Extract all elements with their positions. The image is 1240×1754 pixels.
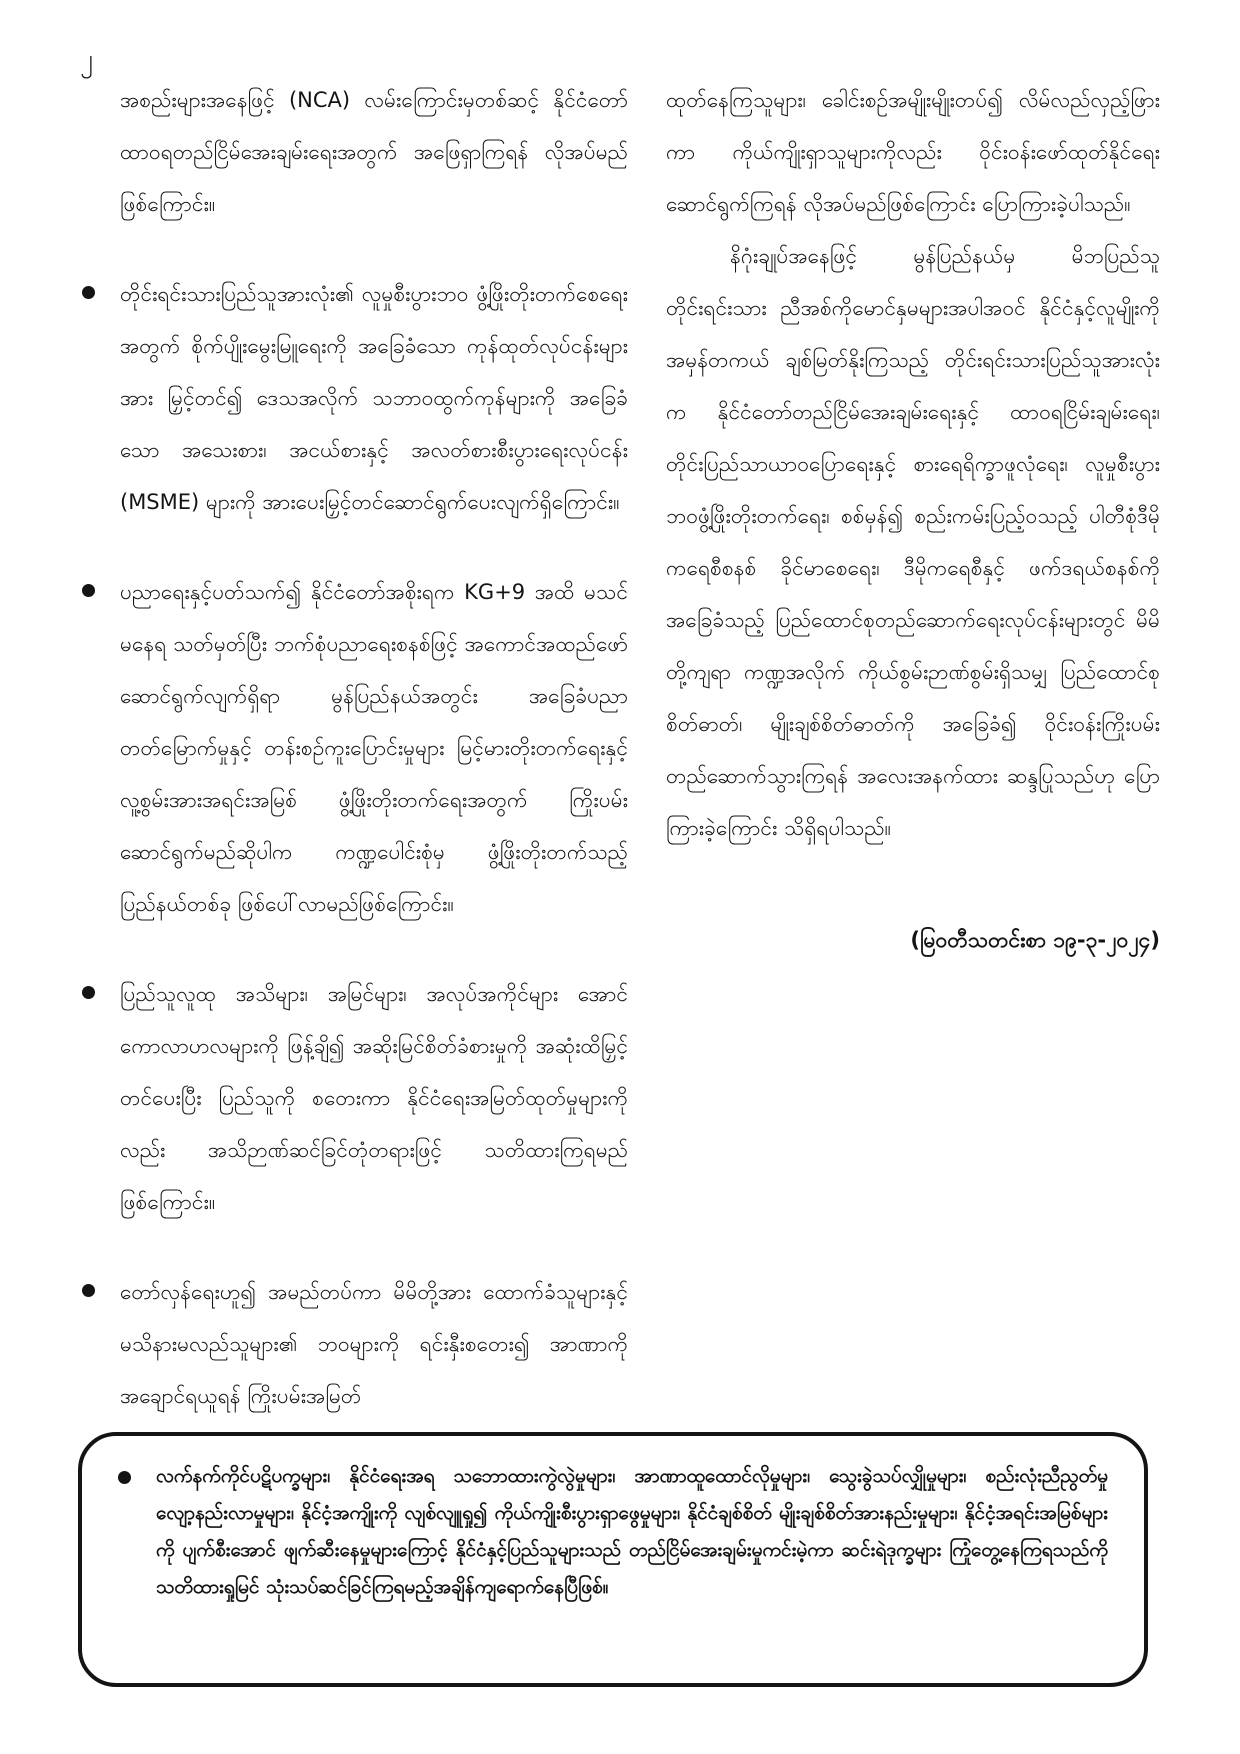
bullet-item-2 <box>80 566 628 930</box>
right-column <box>666 74 1160 966</box>
callout-item <box>118 1458 1108 1606</box>
bullet-text-2: ပညာရေးနှင့်ပတ်သက်၍ နိုင်ငံတော်အစိုးရက KG+9 အထိ မသင်မနေရ သတ်မှတ်ပြီး ဘက်စုံပညာရေးစနစ်ဖြင့် အကောင်အထည်ဖော် ဆောင်ရွက်လျက်ရှိရာ မွန်ပြည်နယ်အတွင်း အခြေခံပညာတတ်မြောက်မှုနှင့် တန်းစဉ်ကူးပြောင်းမှုများ မြင့်မားတိုးတက်ရေးနှင့် လူ့စွမ်းအားအရင်းအမြစ် ဖွံ့ဖြိုးတိုးတက်ရေးအတွက် ကြိုးပမ်းဆောင်ရွက်မည်ဆိုပါက ကဏ္ဍပေါင်းစုံမှ ဖွံ့ဖြိုးတိုးတက်သည့် ပြည်နယ်တစ်ခု ဖြစ်ပေါ်လာမည်ဖြစ်ကြောင်း။ <box>120 580 628 916</box>
right-continuation-paragraph: ထုတ်နေကြသူများ၊ ခေါင်းစဉ်အမျိုးမျိုးတပ်၍ လိမ်လည်လှည့်ဖြားကာ ကိုယ်ကျိုးရှာသူများကိုလည်း ဝိုင်းဝန်းဖော်ထုတ်နိုင်ရေး ဆောင်ရွက်ကြရန် လိုအပ်မည်ဖြစ်ကြောင်း ပြောကြားခဲ့ပါသည်။ <box>666 88 1160 216</box>
bullet-item-4 <box>80 1266 628 1422</box>
bullet-text-1: တိုင်းရင်းသားပြည်သူအားလုံး၏ လူမှုစီးပွားဘဝ ဖွံ့ဖြိုးတိုးတက်စေရေးအတွက် စိုက်ပျိုးမွေးမြူရေးကို အခြေခံသော ကုန်ထုတ်လုပ်ငန်းများအား မြှင့်တင်၍ ဒေသအလိုက် သဘာဝထွက်ကုန်များကို အခြေခံသော အသေးစား၊ အငယ်စားနှင့် အလတ်စားစီးပွားရေးလုပ်ငန်း (MSME) များကို အားပေးမြှင့်တင်ဆောင်ရွက်ပေးလျက်ရှိကြောင်း။ <box>120 282 628 514</box>
bullet-item-1 <box>80 268 628 528</box>
callout-box <box>78 1432 1148 1687</box>
callout-text: လက်နက်ကိုင်ပဋိပက္ခများ၊ နိုင်ငံရေးအရ သဘောထားကွဲလွဲမှုများ၊ အာဏာထူထောင်လိုမှုများ၊ သွေးခွဲသပ်လျှိုမှုများ၊ စည်းလုံးညီညွတ်မှုလျော့နည်းလာမှုများ၊ နိုင်ငံ့အကျိုးကို လျစ်လျူရှု၍ ကိုယ်ကျိုးစီးပွားရှာဖွေမှုများ၊ နိုင်ငံချစ်စိတ် မျိုးချစ်စိတ်အားနည်းမှုများ၊ နိုင်ငံ့အရင်းအမြစ်များကို ပျက်စီးအောင် ဖျက်ဆီးနေမှုများကြောင့် နိုင်ငံနှင့်ပြည်သူများသည် တည်ငြိမ်အေးချမ်းမှုကင်းမဲ့ကာ ဆင်းရဲဒုက္ခများ ကြုံတွေ့နေကြရသည်ကို သတိထားရှုမြင် သုံးသပ်ဆင်ခြင်ကြရမည့်အချိန်ကျရောက်နေပြီဖြစ်။ <box>156 1465 1108 1598</box>
conclusion-paragraph: နိဂုံးချုပ်အနေဖြင့် မွန်ပြည်နယ်မှ မိဘပြည်သူတိုင်းရင်းသား ညီအစ်ကိုမောင်နှမများအပါအဝင် နိုင်ငံနှင့်လူမျိုးကို အမှန်တကယ် ချစ်မြတ်နိုးကြသည့် တိုင်းရင်းသားပြည်သူအားလုံးက နိုင်ငံတော်တည်ငြိမ်အေးချမ်းရေးနှင့် ထာဝရငြိမ်းချမ်းရေး၊ တိုင်းပြည်သာယာဝပြောရေးနှင့် စားရေရိက္ခာဖူလုံရေး၊ လူမှုစီးပွားဘဝဖွံ့ဖြိုးတိုးတက်ရေး၊ စစ်မှန်၍ စည်းကမ်းပြည့်ဝသည့် ပါတီစုံဒီမိုကရေစီစနစ် ခိုင်မာစေရေး၊ ဒီမိုကရေစီနှင့် ဖက်ဒရယ်စနစ်ကို အခြေခံသည့် ပြည်ထောင်စုတည်ဆောက်ရေးလုပ်ငန်းများတွင် မိမိတို့ကျရာ ကဏ္ဍအလိုက် ကိုယ်စွမ်းဉာဏ်စွမ်းရှိသမျှ ပြည်ထောင်စုစိတ်ဓာတ်၊ မျိုးချစ်စိတ်ဓာတ်ကို အခြေခံ၍ ဝိုင်းဝန်းကြိုးပမ်းတည်ဆောက်သွားကြရန် အလေးအနက်ထား ဆန္ဒပြုသည်ဟု ပြောကြားခဲ့ကြောင်း သိရှိရပါသည်။ <box>666 244 1160 840</box>
bullet-text-3: ပြည်သူလူထု အသိများ၊ အမြင်များ၊ အလုပ်အကိုင်များ အောင် ကောလာဟလများကို ဖြန့်ချိ၍ အဆိုးမြင်စိတ်ခံစားမှုကို အဆုံးထိမြှင့်တင်ပေးပြီး ပြည်သူကို စတေးကာ နိုင်ငံရေးအမြတ်ထုတ်မှုများကိုလည်း အသိဉာဏ်ဆင်ခြင်တုံတရားဖြင့် သတိထားကြရမည်ဖြစ်ကြောင်း။ <box>120 982 628 1214</box>
bullet-dot-icon <box>82 986 95 999</box>
page-number: ၂ <box>80 44 93 74</box>
left-column <box>80 74 628 1422</box>
bullet-dot-icon <box>82 1284 95 1297</box>
bullet-dot-icon <box>118 1471 131 1484</box>
left-continuation-paragraph: အစည်းများအနေဖြင့် (NCA) လမ်းကြောင်းမှတစ်ဆင့် နိုင်ငံတော်ထာဝရတည်ငြိမ်အေးချမ်းရေးအတွက် အဖြေရှာကြရန် လိုအပ်မည်ဖြစ်ကြောင်း။ <box>120 88 628 216</box>
bullet-dot-icon <box>82 584 95 597</box>
bullet-item-3 <box>80 968 628 1228</box>
bullet-dot-icon <box>82 286 95 299</box>
bullet-text-4: တော်လှန်ရေးဟူ၍ အမည်တပ်ကာ မိမိတို့အား ထောက်ခံသူများနှင့် မသိနားမလည်သူများ၏ ဘဝများကို ရင်းနှီးစတေး၍ အာဏာကို အချောင်ရယူရန် ကြိုးပမ်းအမြတ် <box>120 1280 628 1408</box>
source-citation: (မြဝတီသတင်းစာ ၁၉-၃-၂၀၂၄) <box>910 928 1160 952</box>
